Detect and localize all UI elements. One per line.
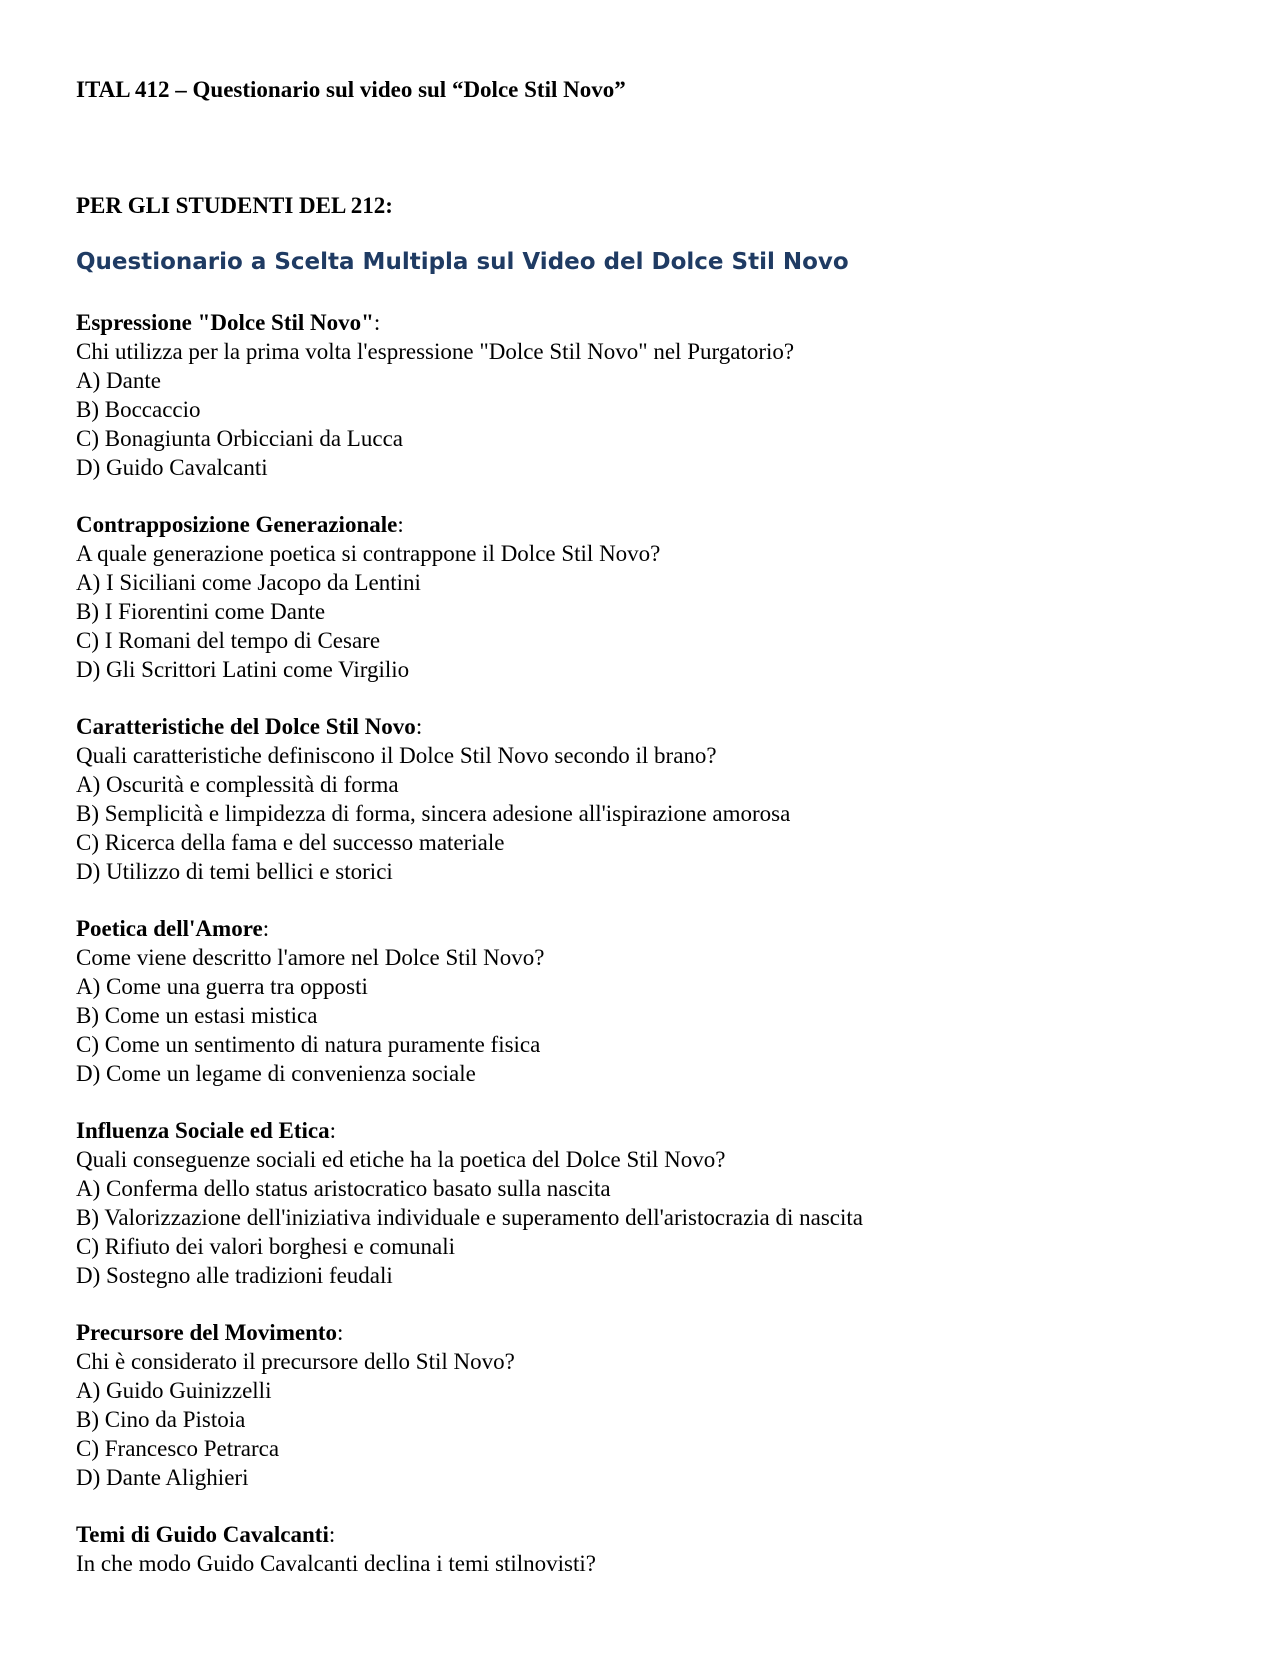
audience-heading: PER GLI STUDENTI DEL 212: (76, 193, 393, 218)
question-4-options (76, 972, 1226, 1088)
question-1-text: Chi utilizza per la prima volta l'espressione "Dolce Stil Novo" nel Purgatorio? (76, 339, 795, 364)
question-list (76, 308, 1226, 1606)
question-2-heading (76, 510, 1226, 539)
question-3-heading (76, 712, 1226, 741)
question-2 (76, 510, 1226, 684)
heading-colon: : (262, 916, 270, 941)
question-1-options (76, 366, 1226, 482)
question-6 (76, 1318, 1226, 1492)
option-a: A) Oscurità e complessità di forma (76, 772, 399, 797)
question-heading-text: Poetica dell'Amore (76, 916, 263, 941)
option-d: D) Utilizzo di temi bellici e storici (76, 859, 393, 884)
option-b: B) Semplicità e limpidezza di forma, sincera adesione all'ispirazione amorosa (76, 801, 791, 826)
option-c: C) I Romani del tempo di Cesare (76, 628, 381, 653)
question-5-text: Quali conseguenze sociali ed etiche ha la poetica del Dolce Stil Novo? (76, 1147, 726, 1172)
option-c: C) Come un sentimento di natura puramente fisica (76, 1032, 541, 1057)
option-d: D) Come un legame di convenienza sociale (76, 1061, 476, 1086)
question-7 (76, 1520, 1226, 1578)
heading-colon: : (373, 310, 381, 335)
question-2-options (76, 568, 1226, 684)
option-b: B) Come un estasi mistica (76, 1003, 318, 1028)
question-heading-text: Caratteristiche del Dolce Stil Novo (76, 714, 416, 739)
question-5-options (76, 1174, 1226, 1290)
question-6-options (76, 1376, 1226, 1492)
option-b: B) Boccaccio (76, 397, 201, 422)
question-1-heading (76, 308, 1226, 337)
quiz-subtitle: Questionario a Scelta Multipla sul Video del Dolce Stil Novo (76, 249, 849, 275)
heading-colon: : (337, 1320, 344, 1345)
option-c: C) Francesco Petrarca (76, 1436, 280, 1461)
question-4-heading (76, 914, 1226, 943)
option-a: A) Guido Guinizzelli (76, 1378, 272, 1403)
question-5-heading (76, 1116, 1226, 1145)
option-c: C) Bonagiunta Orbicciani da Lucca (76, 426, 403, 451)
option-a: A) Dante (76, 368, 161, 393)
option-c: C) Rifiuto dei valori borghesi e comunali (76, 1234, 456, 1259)
option-d: D) Sostegno alle tradizioni feudali (76, 1263, 393, 1288)
question-3 (76, 712, 1226, 886)
question-7-heading (76, 1520, 1226, 1549)
option-b: B) I Fiorentini come Dante (76, 599, 326, 624)
question-heading-text: Contrapposizione Generazionale (76, 512, 398, 537)
option-a: A) I Siciliani come Jacopo da Lentini (76, 570, 421, 595)
question-4-text: Come viene descritto l'amore nel Dolce Stil Novo? (76, 945, 545, 970)
question-4 (76, 914, 1226, 1088)
question-3-options (76, 770, 1226, 886)
heading-colon: : (328, 1522, 336, 1547)
heading-colon: : (329, 1118, 337, 1143)
question-3-text: Quali caratteristiche definiscono il Dolce Stil Novo secondo il brano? (76, 743, 717, 768)
option-b: B) Cino da Pistoia (76, 1407, 246, 1432)
question-heading-text: Temi di Guido Cavalcanti (76, 1522, 329, 1547)
option-a: A) Come una guerra tra opposti (76, 974, 368, 999)
question-heading-text: Espressione "Dolce Stil Novo" (76, 310, 374, 335)
question-1 (76, 308, 1226, 482)
question-6-text: Chi è considerato il precursore dello Stil Novo? (76, 1349, 515, 1374)
question-2-text: A quale generazione poetica si contrappone il Dolce Stil Novo? (76, 541, 661, 566)
question-5 (76, 1116, 1226, 1290)
option-d: D) Guido Cavalcanti (76, 455, 268, 480)
option-c: C) Ricerca della fama e del successo materiale (76, 830, 505, 855)
question-6-heading (76, 1318, 1226, 1347)
option-d: D) Dante Alighieri (76, 1465, 249, 1490)
heading-colon: : (415, 714, 423, 739)
option-d: D) Gli Scrittori Latini come Virgilio (76, 657, 410, 682)
question-7-text: In che modo Guido Cavalcanti declina i temi stilnovisti? (76, 1551, 596, 1576)
question-heading-text: Influenza Sociale ed Etica (76, 1118, 330, 1143)
option-a: A) Conferma dello status aristocratico basato sulla nascita (76, 1176, 611, 1201)
question-heading-text: Precursore del Movimento (76, 1320, 338, 1345)
document-title: ITAL 412 – Questionario sul video sul “Dolce Stil Novo” (76, 77, 626, 102)
heading-colon: : (397, 512, 404, 537)
option-b: B) Valorizzazione dell'iniziativa individuale e superamento dell'aristocrazia di nascita (76, 1205, 863, 1230)
